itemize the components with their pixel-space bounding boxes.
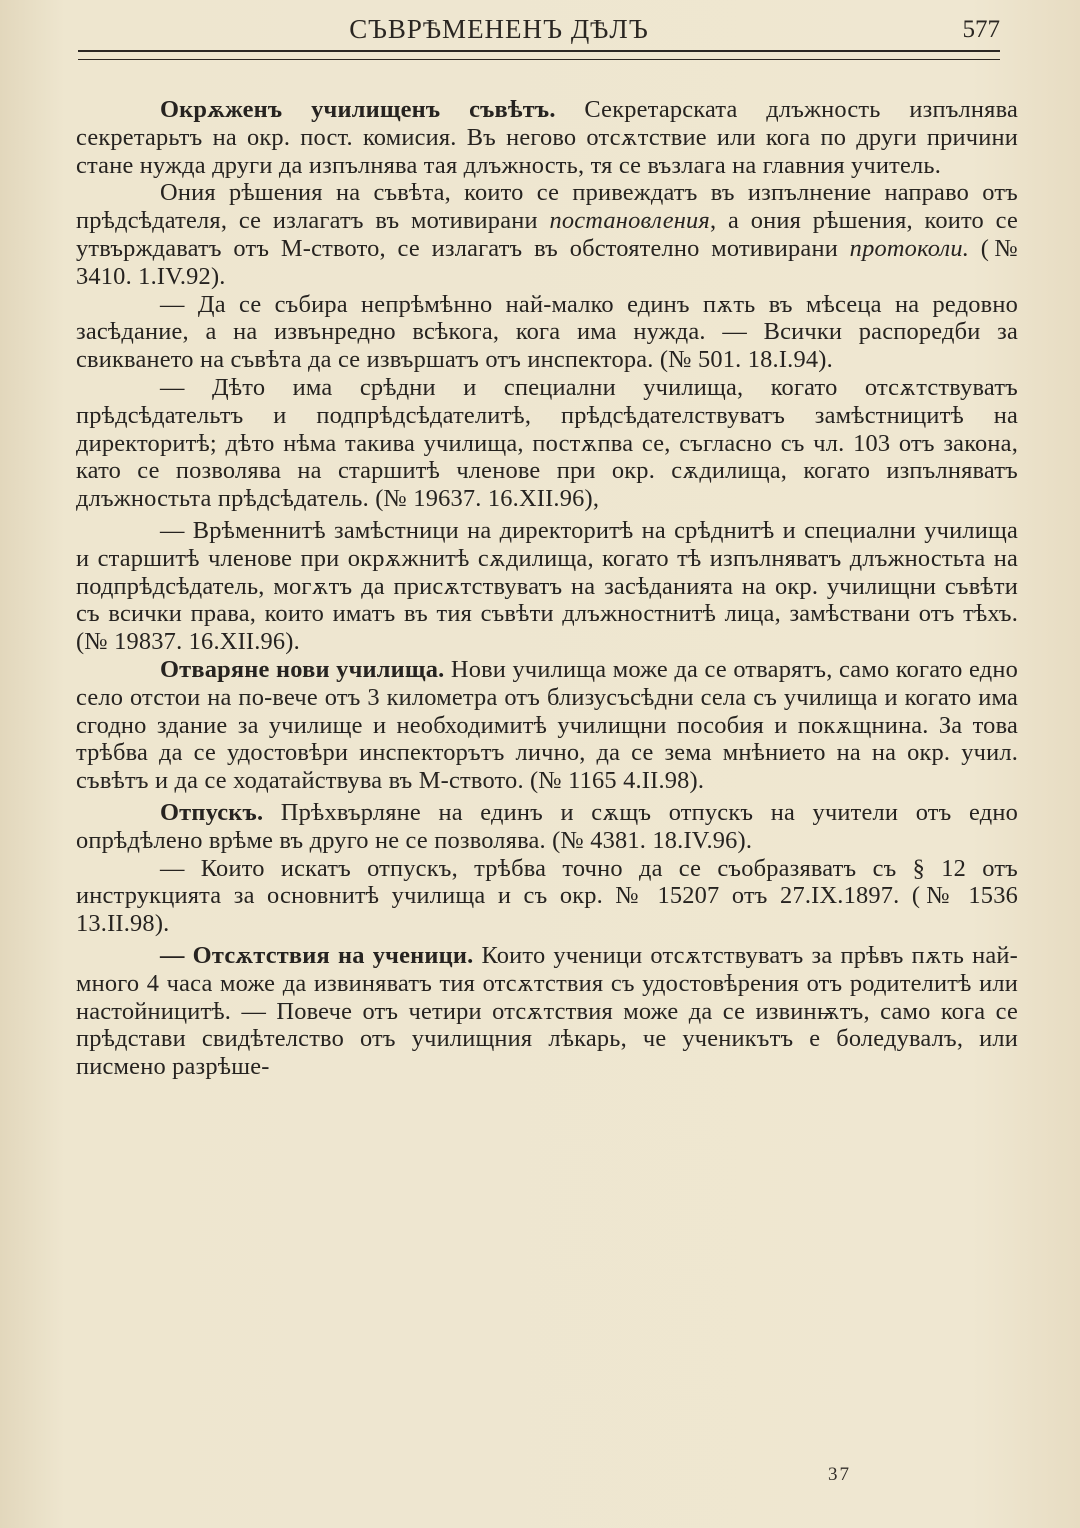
paragraph-text: — Да се събира непрѣмѣнно най-малко единъ пѫть въ мѣсеца на редовно засѣдание, а на извънредно всѣкога, кога има нужда. — Всички распоредби за свикването на съвѣта да се извършатъ отъ инспектора. (№ 501. 18.I.94).	[76, 290, 1018, 374]
paragraph-text: Секретарската длъжность изпълнява секретарьтъ на окр. пост. комисия. Въ негово отсѫтствие или кога по други причини стане нужда други да изпълнява тая длъжность, тя се възлага на главния учитель.	[76, 96, 1018, 179]
page-number: 577	[962, 16, 1000, 43]
paragraph-council-decisions	[76, 179, 1018, 290]
body-text	[76, 96, 1018, 1081]
paragraph-leave-instructions	[76, 855, 1018, 938]
paragraph-opening-schools	[76, 656, 1018, 795]
paragraph-temporary-deputies	[76, 517, 1018, 656]
paragraph-text: — Дѣто има срѣдни и специални училища, когато отсѫтствуватъ прѣдсѣдательтъ и подпрѣдсѣдателитѣ, прѣдсѣдателствуватъ замѣстницитѣ на директоритѣ; дѣто нѣма такива училища, постѫпва се, съгласно съ чл. 103 отъ закона, като се позволява на старшитѣ членове при окр. сѫдилища, когато изпълняватъ длъжностьта прѣдсѣдатель. (№ 19637. 16.XII.96),	[76, 373, 1018, 513]
paragraph-chairmanship	[76, 374, 1018, 513]
page-header	[78, 12, 1000, 50]
paragraph-monthly-sessions	[76, 291, 1018, 374]
paragraph-text: Които ученици отсѫтствуватъ за прѣвъ пѫть най-много 4 часа може да извиняватъ тия отсѫтствия съ удостовѣрения отъ родителитѣ или настойницитѣ. — Повече отъ четири отсѫтствия може да се извинѭтъ, само кога се прѣдстави свидѣтелство отъ училищния лѣкарь, че ученикътъ е боледувалъ, или писмено разрѣше-	[76, 941, 1019, 1081]
italic-term: протоколи.	[849, 234, 970, 262]
paragraph-text: Прѣхвърляне на единъ и сѫщъ отпускъ на учители отъ едно опрѣдѣлено врѣме въ друго не се позволява. (№ 4381. 18.IV.96).	[76, 798, 1018, 854]
italic-term: постановления	[549, 207, 710, 235]
signature-mark: 37	[828, 1464, 851, 1485]
paragraph-text: Ония рѣшения на съвѣта, които се привеждатъ въ изпълнение направо отъ прѣдсѣдателя, се излагатъ въ мотивирани	[76, 179, 1018, 235]
header-double-rule	[78, 50, 1000, 60]
paragraph-district-school-council	[76, 96, 1018, 179]
dash: —	[160, 941, 193, 969]
paragraph-student-absences	[76, 942, 1018, 1081]
section-heading: Отпускъ.	[160, 798, 264, 826]
paragraph-text: , а ония рѣшения, които се утвърждаватъ отъ М-ството, се излагатъ въ обстоятелно мотивирани	[76, 207, 1018, 262]
paragraph-text: — Врѣменнитѣ замѣстници на директоритѣ на срѣднитѣ и специални училища и старшитѣ членове при окрѫжнитѣ сѫдилища, когато тѣ изпълняватъ длъжностьта на подпрѣдсѣдатель, могѫтъ да присѫтствуватъ на засѣданията на окр. училищни съвѣти съ всички права, които иматъ въ тия съвѣти длъжностнитѣ лица, замѣствани отъ тѣхъ. (№ 19837. 16.XII.96).	[76, 516, 1018, 656]
running-title: СЪВРѢМЕНЕНЪ ДѢЛЪ	[349, 14, 649, 44]
paragraph-text: (№ 3410. 1.IV.92).	[76, 234, 1018, 290]
section-heading: Отсѫтствия на ученици.	[192, 941, 474, 969]
paragraph-text: Нови училища може да се отварятъ, само когато едно село отстои на по-вече отъ 3 километра отъ близусъсѣдни села съ училища и когато има сгодно здание за училище и необходимитѣ училищни пособия и покѫщнина. За това трѣбва да се удостовѣри инспекторътъ лично, да се зема мнѣнието на на окр. учил. съвѣтъ и да се ходатайствува въ М-ството. (№ 1165 4.II.98).	[76, 655, 1018, 795]
section-heading: Окрѫженъ училищенъ съвѣтъ.	[160, 96, 556, 123]
paragraph-text: — Които искатъ отпускъ, трѣбва точно да се съобразяватъ съ § 12 отъ инструкцията за основнитѣ училища и съ окр. № 15207 отъ 27.IX.1897. (№ 1536 13.II.98).	[76, 854, 1018, 938]
paragraph-leave	[76, 799, 1018, 855]
section-heading: Отваряне нови училища.	[160, 655, 445, 683]
